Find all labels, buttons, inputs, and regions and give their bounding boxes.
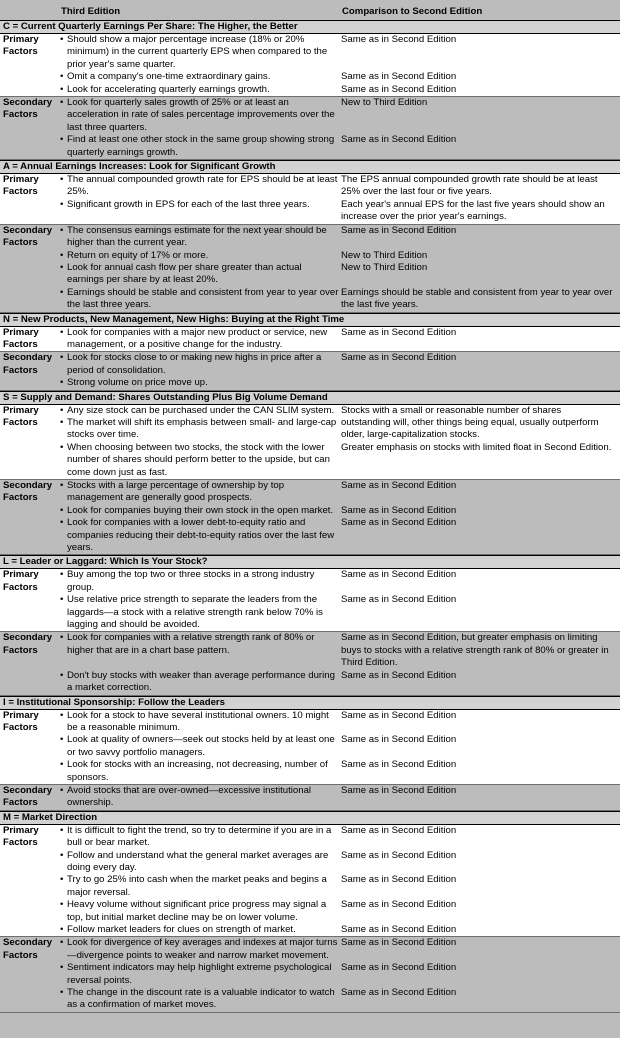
second-edition-comparison: Same as in Second Edition — [341, 569, 457, 581]
factor-row — [60, 632, 620, 669]
second-edition-comparison: Stocks with a small or reasonable number of shares — [341, 404, 562, 416]
factor-label-line: Secondary — [3, 632, 53, 644]
second-edition-comparison: New to Third Edition — [341, 261, 428, 273]
second-edition-comparison: Same as in Second Edition — [341, 134, 457, 146]
factor-label-line: Primary — [3, 824, 39, 836]
second-edition-comparison: Same as in Second Edition — [341, 759, 457, 771]
third-edition-bullet: • Try to go 25% into cash when the market peaks and begins a major reversal. — [60, 874, 340, 899]
factor-group — [0, 174, 620, 225]
second-edition-comparison: The EPS annual compounded growth rate should be at least 25% over the last four or five years. — [341, 174, 598, 198]
second-edition-comparison: Same as in Second Edition — [341, 34, 457, 45]
factor-label-line: Factors — [3, 949, 38, 961]
second-edition-comparison: Same as in Second Edition — [341, 594, 457, 606]
second-edition-comparison: Same as in Second Edition — [341, 669, 457, 681]
second-edition-comparison: Same as in Second Edition — [341, 71, 457, 83]
factor-row — [60, 97, 620, 134]
factor-label — [0, 34, 60, 96]
factor-row — [60, 199, 620, 224]
factor-row — [60, 442, 620, 479]
factor-items — [60, 97, 620, 159]
factor-row — [60, 962, 620, 987]
factor-row — [60, 937, 620, 962]
factor-label — [0, 327, 60, 352]
factor-label — [0, 352, 60, 389]
factor-label-line: Secondary — [3, 97, 53, 109]
second-edition-comparison: Same as in Second Edition — [341, 924, 457, 935]
third-edition-bullet: • Look for quarterly sales growth of 25% or at least an acceleration in rate of sales percentage improvements over the last three quarters. — [60, 97, 340, 134]
factor-row — [60, 480, 620, 505]
second-edition-comparison — [340, 377, 620, 389]
factor-label — [0, 405, 60, 479]
third-edition-bullet: • The consensus earnings estimate for the next year should be higher than the current year. — [60, 225, 340, 250]
factor-label — [0, 710, 60, 784]
factor-label — [0, 632, 60, 694]
third-edition-bullet: • Use relative price strength to separate the leaders from the laggards—a stock with a relative strength rank below 70% is lagging and should be avoided. — [60, 594, 340, 631]
factor-row — [60, 987, 620, 1012]
factor-group — [0, 785, 620, 811]
factor-row — [60, 825, 620, 850]
factor-row — [60, 417, 620, 442]
factor-items — [60, 405, 620, 479]
factor-row — [60, 327, 620, 352]
factor-row — [60, 517, 620, 554]
factor-label-line: Factors — [3, 109, 38, 121]
factor-label-line: Primary — [3, 174, 39, 186]
third-edition-bullet: • Omit a company's one-time extraordinary gains. — [60, 71, 340, 83]
factor-label-line: Factors — [3, 581, 38, 593]
factor-row — [60, 174, 620, 199]
second-edition-comparison: Greater emphasis on stocks with limited float in Second Edition. — [341, 441, 612, 453]
factor-items — [60, 480, 620, 554]
factor-row — [60, 225, 620, 250]
factor-items — [60, 174, 620, 224]
factor-label-line: Secondary — [3, 937, 53, 949]
third-edition-bullet: • Any size stock can be purchased under the CAN SLIM system. — [60, 405, 340, 417]
factor-row — [60, 352, 620, 377]
factor-group — [0, 569, 620, 632]
third-edition-bullet: • The annual compounded growth rate for EPS should be at least 25%. — [60, 174, 340, 199]
third-edition-bullet: • The market will shift its emphasis between small- and large-cap stocks over time. — [60, 417, 340, 442]
section-title: L = Leader or Laggard: Which Is Your Stock? — [0, 555, 620, 569]
factor-label-line: Secondary — [3, 352, 53, 364]
factor-row — [60, 759, 620, 784]
factor-group — [0, 405, 620, 480]
third-edition-bullet: • Avoid stocks that are over-owned—excessive institutional ownership. — [60, 785, 340, 810]
third-edition-bullet: • Look for stocks close to or making new highs in price after a period of consolidation. — [60, 352, 340, 377]
factor-label-line: Factors — [3, 797, 38, 809]
factor-label — [0, 225, 60, 312]
factor-row — [60, 250, 620, 262]
second-edition-comparison: Same as in Second Edition — [341, 824, 457, 836]
third-edition-bullet: • Look for companies with a lower debt-to-equity ratio and companies reducing their debt-to-equity ratios over the last few years. — [60, 517, 340, 554]
factor-label-line: Secondary — [3, 224, 53, 236]
second-edition-comparison: Same as in Second Edition — [341, 937, 457, 949]
factor-items — [60, 710, 620, 784]
factor-group — [0, 825, 620, 938]
factor-row — [60, 569, 620, 594]
second-edition-comparison: Same as in Second Edition — [341, 734, 457, 746]
factor-items — [60, 225, 620, 312]
factor-label-line: Factors — [3, 416, 38, 428]
third-edition-bullet: • It is difficult to fight the trend, so try to determine if you are in a bull or bear market. — [60, 825, 340, 850]
second-edition-comparison: Same as in Second Edition — [341, 849, 457, 861]
factor-row — [60, 377, 620, 389]
third-edition-bullet: • Heavy volume without significant price progress may signal a top, but initial market decline may be on lower volume. — [60, 899, 340, 924]
section — [0, 555, 620, 695]
third-edition-bullet: • Look for companies with a major new product or service, new management, or a positive change for the industry. — [60, 327, 340, 352]
factor-items — [60, 937, 620, 1011]
second-edition-comparison: Each year's annual EPS for the last five years should show an increase over the prior year's earnings. — [341, 198, 605, 223]
factor-label-line: Primary — [3, 34, 39, 45]
third-edition-bullet: • Find at least one other stock in the same group showing strong quarterly earnings growth. — [60, 134, 340, 159]
factor-row — [60, 405, 620, 417]
factor-label-line: Factors — [3, 721, 38, 733]
second-edition-comparison: Same as in Second Edition — [341, 962, 457, 974]
column-header-comparison: Comparison to Second Edition — [342, 5, 483, 17]
factor-label-line: Factors — [3, 237, 38, 249]
factor-row — [60, 924, 620, 936]
second-edition-comparison: New to Third Edition — [341, 97, 428, 109]
factor-row — [60, 785, 620, 810]
section-title: S = Supply and Demand: Shares Outstanding Plus Big Volume Demand — [0, 391, 620, 405]
factor-group — [0, 327, 620, 353]
section-title: A = Annual Earnings Increases: Look for Significant Growth — [0, 160, 620, 174]
factor-label — [0, 825, 60, 937]
second-edition-comparison: Same as in Second Edition — [341, 504, 457, 516]
section-title: I = Institutional Sponsorship: Follow the Leaders — [0, 696, 620, 710]
third-edition-bullet: • Should show a major percentage increase (18% or 20% minimum) in the current quarterly EPS when compared to the prior year's same quarter. — [60, 34, 340, 71]
factor-label-line: Factors — [3, 338, 38, 350]
section-title: N = New Products, New Management, New Highs: Buying at the Right Time — [0, 313, 620, 327]
third-edition-bullet: • Look for companies buying their own stock in the open market. — [60, 505, 340, 517]
factor-row — [60, 670, 620, 695]
section — [0, 391, 620, 556]
third-edition-bullet: • Earnings should be stable and consistent from year to year over the last three years. — [60, 287, 340, 312]
section — [0, 696, 620, 811]
factor-label-line: Factors — [3, 364, 38, 376]
factor-label-line: Primary — [3, 404, 39, 416]
second-edition-comparison: Same as in Second Edition, but greater emphasis on limiting buys to stocks with a relative strength rank of 80% or greater in Third Edition. — [341, 632, 609, 669]
factor-label — [0, 174, 60, 224]
factor-items — [60, 34, 620, 96]
factor-row — [60, 710, 620, 735]
factor-label — [0, 97, 60, 159]
factor-group — [0, 937, 620, 1012]
third-edition-bullet: • Return on equity of 17% or more. — [60, 250, 340, 262]
factor-label-line: Primary — [3, 326, 39, 338]
factor-row — [60, 850, 620, 875]
factor-label-line: Primary — [3, 709, 39, 721]
second-edition-comparison: Same as in Second Edition — [341, 709, 457, 721]
second-edition-comparison: Same as in Second Edition — [341, 480, 457, 491]
third-edition-bullet: • Strong volume on price move up. — [60, 377, 340, 389]
factor-group — [0, 352, 620, 390]
second-edition-comparison: Same as in Second Edition — [341, 83, 457, 95]
second-edition-comparison: Same as in Second Edition — [341, 874, 457, 886]
factor-row — [60, 734, 620, 759]
factor-group — [0, 34, 620, 97]
section — [0, 20, 620, 160]
factor-items — [60, 632, 620, 694]
section — [0, 811, 620, 1013]
third-edition-bullet: • The change in the discount rate is a valuable indicator to watch as a confirmation of market moves. — [60, 987, 340, 1012]
factor-label-line: Factors — [3, 492, 38, 504]
third-edition-bullet: • Look at quality of owners—seek out stocks held by at least one or two savvy portfolio managers. — [60, 734, 340, 759]
factor-label-line: Factors — [3, 186, 38, 198]
third-edition-bullet: • Look for annual cash flow per share greater than actual earnings per share by at least 20%. — [60, 262, 340, 287]
second-edition-comparison: Same as in Second Edition — [341, 517, 457, 529]
factor-row — [60, 874, 620, 899]
section — [0, 313, 620, 391]
third-edition-bullet: • Look for stocks with an increasing, not decreasing, number of sponsors. — [60, 759, 340, 784]
factor-group — [0, 480, 620, 555]
sections-container — [0, 20, 620, 1013]
factor-group — [0, 225, 620, 313]
factor-row — [60, 71, 620, 83]
section-title: M = Market Direction — [0, 811, 620, 825]
factor-label-line: Secondary — [3, 784, 53, 796]
second-edition-comparison: New to Third Edition — [341, 249, 428, 261]
third-edition-bullet: • Follow and understand what the general market averages are doing every day. — [60, 850, 340, 875]
second-edition-comparison: Same as in Second Edition — [341, 784, 457, 796]
second-edition-comparison: Same as in Second Edition — [341, 899, 457, 911]
second-edition-comparison: Same as in Second Edition — [341, 352, 457, 364]
factor-items — [60, 327, 620, 352]
third-edition-bullet: • Significant growth in EPS for each of the last three years. — [60, 199, 340, 224]
factor-label — [0, 480, 60, 554]
factor-items — [60, 785, 620, 810]
factor-row — [60, 134, 620, 159]
column-header-third-edition: Third Edition — [61, 5, 121, 17]
third-edition-bullet: • Stocks with a large percentage of ownership by top management are generally good prospects. — [60, 480, 340, 505]
second-edition-comparison: Same as in Second Edition — [341, 224, 457, 236]
factor-label-line: Secondary — [3, 480, 53, 491]
factor-label — [0, 937, 60, 1011]
third-edition-bullet: • Look for companies with a relative strength rank of 80% or higher that are in a chart base pattern. — [60, 632, 340, 669]
factor-row — [60, 287, 620, 312]
second-edition-comparison: Earnings should be stable and consistent from year to year over the last five years. — [341, 286, 613, 311]
factor-items — [60, 569, 620, 631]
column-header-row — [0, 0, 620, 20]
factor-group — [0, 97, 620, 160]
second-edition-comparison: outstanding will, other things being equal, usually outperform older, large-capitalization stocks. — [341, 416, 599, 441]
third-edition-bullet: • When choosing between two stocks, the stock with the lower number of shares should perform better to the upside, but can come down just as fast. — [60, 442, 340, 479]
factor-label-line: Factors — [3, 644, 38, 656]
factor-row — [60, 84, 620, 96]
factor-label-line: Factors — [3, 837, 38, 849]
factor-label-line: Primary — [3, 569, 39, 581]
factor-label-line: Factors — [3, 46, 38, 58]
third-edition-bullet: • Look for accelerating quarterly earnings growth. — [60, 84, 340, 96]
factor-row — [60, 262, 620, 287]
factor-group — [0, 632, 620, 695]
third-edition-bullet: • Don't buy stocks with weaker than average performance during a market correction. — [60, 670, 340, 695]
factor-row — [60, 594, 620, 631]
second-edition-comparison: Same as in Second Edition — [341, 326, 457, 338]
factor-group — [0, 710, 620, 785]
third-edition-bullet: • Sentiment indicators may help highlight extreme psychological reversal points. — [60, 962, 340, 987]
third-edition-bullet: • Look for a stock to have several institutional owners. 10 might be a reasonable minimum. — [60, 710, 340, 735]
third-edition-bullet: • Look for divergence of key averages and indexes at major turns—divergence points to weaker and narrow market movement. — [60, 937, 340, 962]
factor-row — [60, 899, 620, 924]
third-edition-bullet: • Follow market leaders for clues on strength of market. — [60, 924, 340, 936]
factor-row — [60, 34, 620, 71]
third-edition-bullet: • Buy among the top two or three stocks in a strong industry group. — [60, 569, 340, 594]
factor-row — [60, 505, 620, 517]
second-edition-comparison: Same as in Second Edition — [341, 987, 457, 999]
factor-label — [0, 785, 60, 810]
section — [0, 160, 620, 312]
factor-items — [60, 352, 620, 389]
factor-label — [0, 569, 60, 631]
section-title: C = Current Quarterly Earnings Per Share: The Higher, the Better — [0, 20, 620, 34]
factor-items — [60, 825, 620, 937]
